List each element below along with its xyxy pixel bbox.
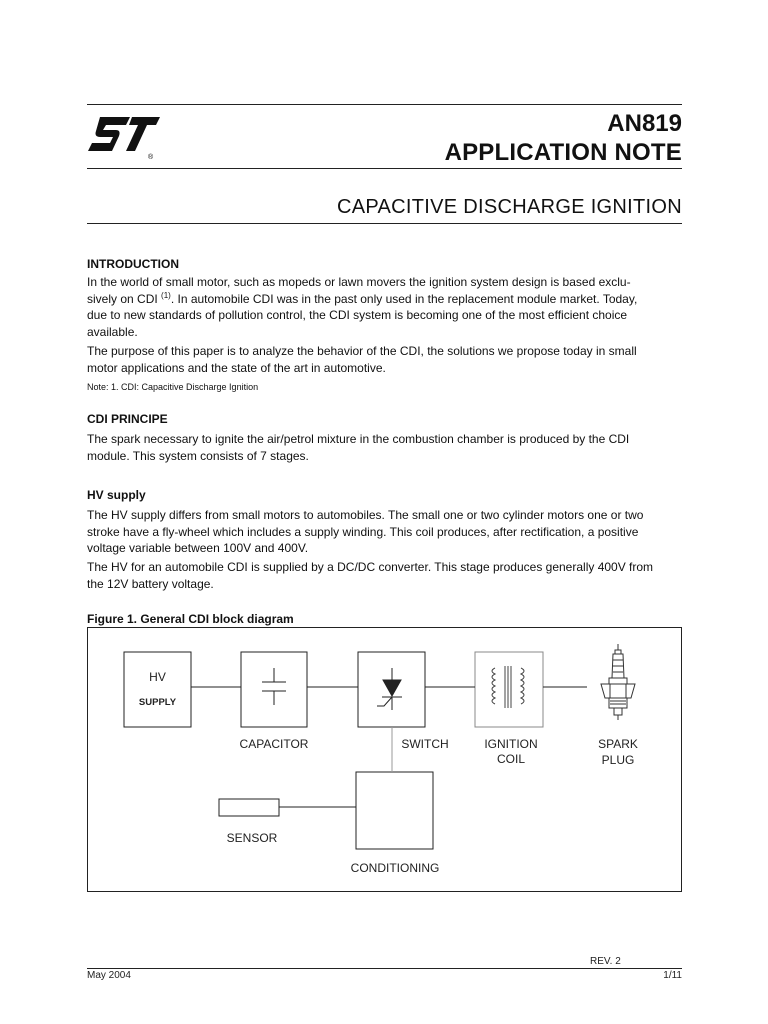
text-line: voltage variable between 100V and 400V. <box>87 541 309 556</box>
capacitor-label: CAPACITOR <box>239 737 309 751</box>
introduction-heading: INTRODUCTION <box>87 257 179 271</box>
text-line: stroke have a fly-wheel which includes a supply winding. This coil produces, after rectification, a positive <box>87 524 639 539</box>
hv-supply-block <box>124 652 191 727</box>
text-line: The spark necessary to ignite the air/petrol mixture in the combustion chamber is produced by the CDI <box>87 432 630 446</box>
thyristor-symbol-icon <box>377 668 402 710</box>
st-logo-icon <box>86 113 162 163</box>
cdi-block-diagram <box>87 627 682 892</box>
sensor-block <box>219 799 279 816</box>
capacitor-block <box>241 652 307 727</box>
text-fragment: sively on CDI <box>87 291 162 306</box>
text-line: available. <box>87 324 138 339</box>
header-top-rule <box>87 104 682 105</box>
conditioning-label: CONDITIONING <box>350 861 440 875</box>
footnote-ref: (1) <box>161 290 171 300</box>
ignition-coil-block <box>475 652 543 727</box>
hv-supply-paragraph-2 <box>87 559 682 592</box>
text-line: The purpose of this paper is to analyze the behavior of the CDI, the solutions we propose today in small <box>87 344 637 358</box>
text-line <box>87 291 682 308</box>
registered-mark: ® <box>148 154 154 161</box>
footer-date: May 2004 <box>87 970 131 981</box>
introduction-paragraph-2 <box>87 343 682 376</box>
spark-plug-icon <box>601 644 635 720</box>
text-line: The HV supply differs from small motors to automobiles. The small one or two cylinder motors one or two <box>87 508 644 522</box>
supply-label: SUPPLY <box>138 697 177 708</box>
text-line: In the world of small motor, such as mopeds or lawn movers the ignition system design is based exclu- <box>87 275 631 289</box>
text-line: due to new standards of pollution control, the CDI system is becoming one of the most efficient choice <box>87 308 628 323</box>
conditioning-block <box>356 772 433 849</box>
transformer-symbol-icon <box>492 666 524 708</box>
text-line: the 12V battery voltage. <box>87 576 214 591</box>
cdi-principe-paragraph <box>87 431 682 464</box>
header-middle-rule <box>87 168 682 169</box>
text-fragment: . In automobile CDI was in the past only used in the replacement module market. Today, <box>170 291 638 306</box>
ignition-label: IGNITION <box>484 737 538 751</box>
footnote: Note: 1. CDI: Capacitive Discharge Ignition <box>87 382 259 392</box>
revision-label: REV. 2 <box>590 956 621 967</box>
figure-caption: Figure 1. General CDI block diagram <box>87 612 294 626</box>
cdi-principe-heading: CDI PRINCIPE <box>87 412 168 426</box>
spark-label: SPARK <box>598 737 638 751</box>
capacitor-symbol-icon <box>262 668 286 705</box>
switch-label: SWITCH <box>401 737 449 751</box>
document-number: AN819 <box>607 110 682 137</box>
text-line: The HV for an automobile CDI is supplied by a DC/DC converter. This stage produces generally 400V from <box>87 560 654 574</box>
hv-label: HV <box>149 670 166 684</box>
page-title: CAPACITIVE DISCHARGE IGNITION <box>336 196 682 218</box>
sensor-label: SENSOR <box>226 831 278 845</box>
page-number: 1/11 <box>663 970 682 981</box>
plug-label: PLUG <box>601 753 635 767</box>
text-line: module. This system consists of 7 stages. <box>87 448 309 463</box>
coil-label: COIL <box>496 752 525 766</box>
footer-rule <box>87 968 682 969</box>
text-line: motor applications and the state of the art in automotive. <box>87 360 386 375</box>
header-bottom-rule <box>87 223 682 224</box>
introduction-paragraph-1 <box>87 274 682 340</box>
hv-supply-paragraph-1 <box>87 507 682 557</box>
hv-supply-heading: HV supply <box>87 488 146 502</box>
document-type: APPLICATION NOTE <box>444 139 682 166</box>
